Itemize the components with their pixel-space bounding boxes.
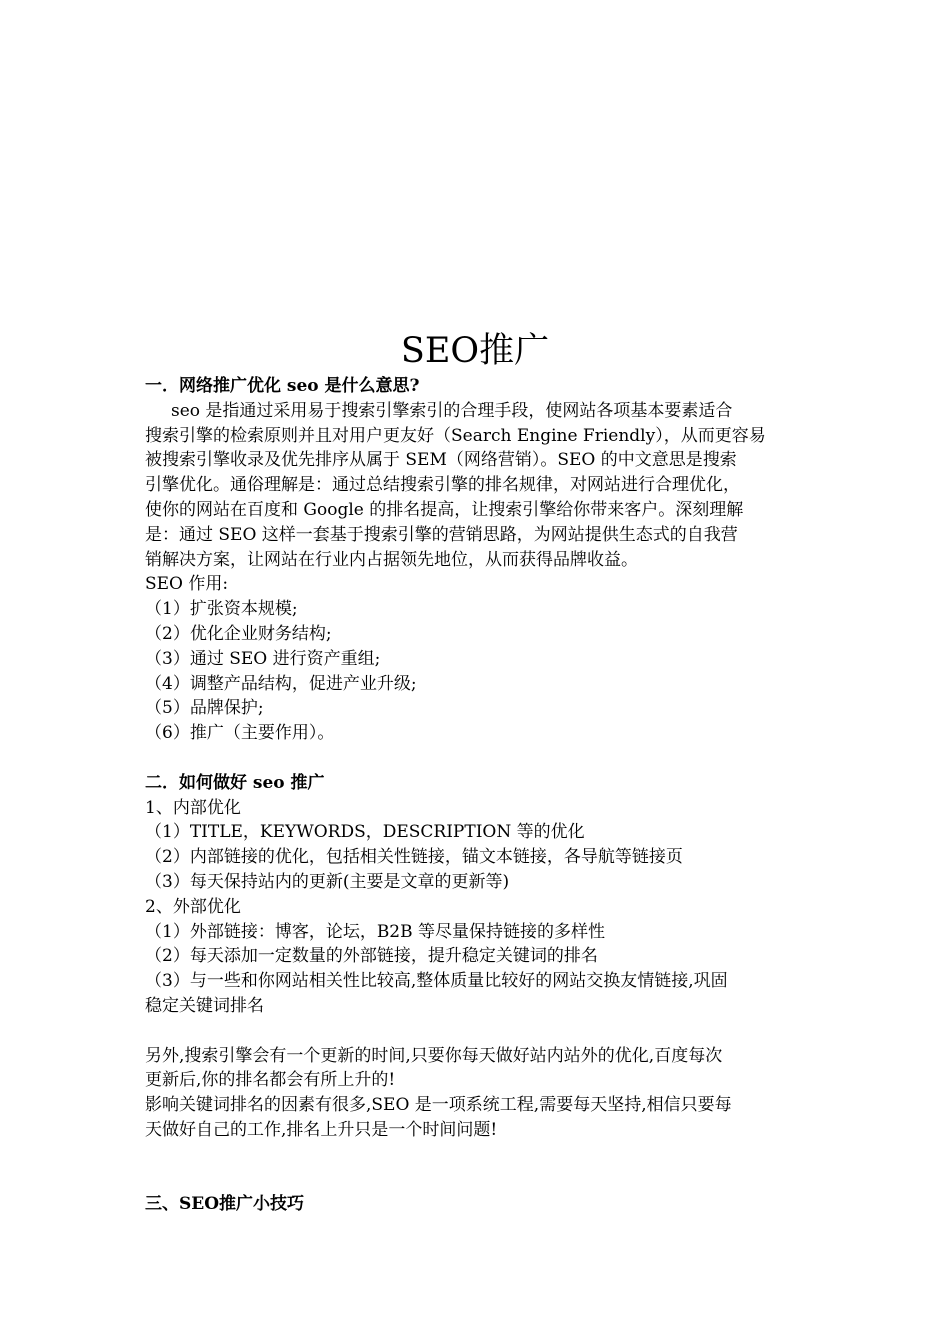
paragraph-line: 销解决方案，让网站在行业内占据领先地位，从而获得品牌收益。 — [145, 549, 638, 570]
seo-role-item: （1）扩张资本规模; — [145, 599, 298, 620]
paragraph-line: 使你的网站在百度和 Google 的排名提高，让搜索引擎给你带来客户。深刻理解 — [145, 499, 744, 520]
external-optimization-item: （1）外部链接：博客，论坛，B2B 等尽量保持链接的多样性 — [145, 921, 606, 942]
closing-line: 另外,搜索引擎会有一个更新的时间,只要你每天做好站内站外的优化,百度每次 — [145, 1045, 723, 1066]
seo-role-item: （6）推广（主要作用）。 — [145, 723, 335, 744]
section2-heading: 二．如何做好 seo 推广 — [145, 772, 325, 793]
paragraph-line: seo 是指通过采用易于搜索引擎索引的合理手段，使网站各项基本要素适合 — [171, 400, 733, 421]
paragraph-line: 搜索引擎的检索原则并且对用户更友好（Search Engine Friendly），从而更容易 — [145, 425, 766, 446]
seo-role-item: （4）调整产品结构，促进产业升级; — [145, 673, 417, 694]
external-optimization-label: 2、外部优化 — [145, 896, 241, 917]
internal-optimization-item: （1）TITLE，KEYWORDS，DESCRIPTION 等的优化 — [145, 822, 585, 843]
document-body — [145, 374, 815, 1217]
seo-role-item: （3）通过 SEO 进行资产重组; — [145, 648, 381, 669]
paragraph-line: 引擎优化。通俗理解是：通过总结搜索引擎的排名规律，对网站进行合理优化， — [145, 475, 740, 496]
closing-line: 天做好自己的工作,排名上升只是一个时间问题! — [145, 1119, 498, 1140]
section3-heading: 三、SEO推广小技巧 — [145, 1194, 305, 1215]
spacer — [145, 1143, 815, 1193]
spacer — [145, 746, 815, 771]
document-title: SEO推广 — [400, 331, 550, 371]
section1-heading: 一．网络推广优化 seo 是什么意思? — [145, 376, 420, 396]
external-optimization-item: （2）每天添加一定数量的外部链接，提升稳定关键词的排名 — [145, 946, 598, 967]
seo-role-label: SEO 作用: — [145, 574, 229, 595]
spacer — [145, 1019, 815, 1044]
seo-role-item: （5）品牌保护; — [145, 698, 264, 719]
seo-role-item: （2）优化企业财务结构; — [145, 623, 332, 644]
external-optimization-item-continued: 稳定关键词排名 — [145, 995, 264, 1016]
external-optimization-item: （3）与一些和你网站相关性比较高,整体质量比较好的网站交换友情链接,巩固 — [145, 971, 728, 992]
paragraph-line: 是：通过 SEO 这样一套基于搜索引擎的营销思路，为网站提供生态式的自我营 — [145, 524, 738, 545]
internal-optimization-label: 1、内部优化 — [145, 797, 241, 818]
closing-line: 影响关键词排名的因素有很多,SEO 是一项系统工程,需要每天坚持,相信只要每 — [145, 1095, 732, 1116]
internal-optimization-item: （2）内部链接的优化，包括相关性链接，锚文本链接，各导航等链接页 — [145, 847, 683, 868]
internal-optimization-item: （3）每天保持站内的更新(主要是文章的更新等) — [145, 871, 510, 892]
paragraph-line: 被搜索引擎收录及优先排序从属于 SEM（网络营销）。SEO 的中文意思是搜索 — [145, 450, 737, 471]
closing-line: 更新后,你的排名都会有所上升的! — [145, 1070, 396, 1091]
